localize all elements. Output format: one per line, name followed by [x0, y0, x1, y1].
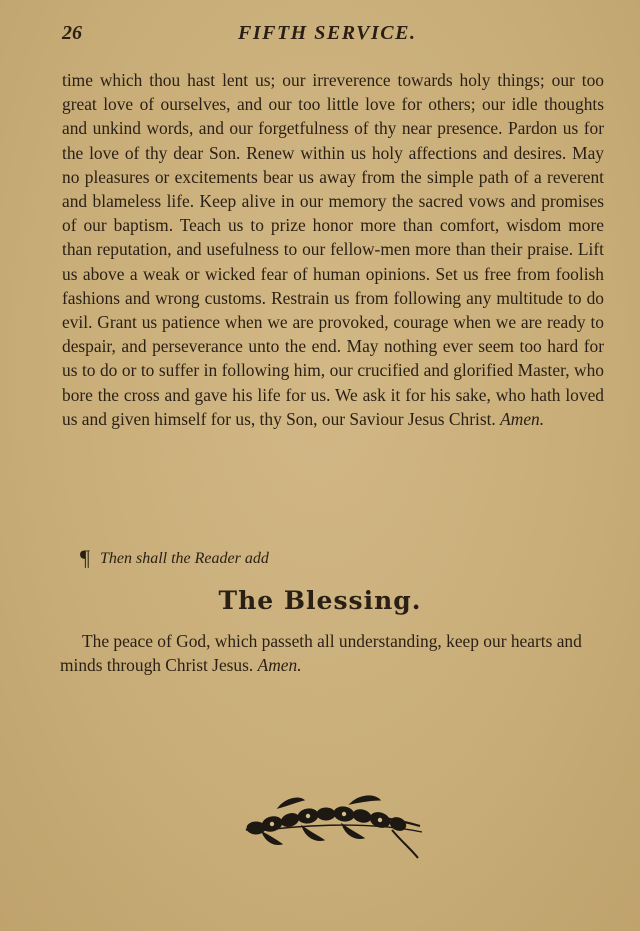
- running-head: FIFTH SERVICE.: [238, 22, 417, 44]
- pilcrow-icon: ¶: [80, 545, 90, 570]
- blessing-amen: Amen.: [257, 655, 302, 676]
- prayer-text: time which thou hast lent us; our irreverence towards holy things; our too great love of ourselves, and our too little love for others; our idle thoughts and unkind words, and our forgetfulness of thy near presence. Pardon us for the love of thy dear Son. Renew within us holy affections and desires. May no pleasures or excitements bear us away from the simple path of a reverent and blameless life. Keep alive in our memory the sacred vows and promises of our baptism. Teach us to prize honor more than comfort, wisdom more than reputation, and usefulness to our fellow-men more than their praise. Lift us above a weak or wicked fear of human opinions. Set us free from foolish fashions and wrong customs. Restrain us from following any multitude to do evil. Grant us patience when we are provoked, courage when we are ready to despair, and perseverance unto the end. May nothing ever seem too hard for us to do or to suffer in following him, our crucified and glorified Master, who bore the cross and gave his life for us. We ask it for his sake, who hath loved us and given himself for us, thy Son, our Saviour Jesus Christ.: [62, 70, 604, 429]
- blessing-text: The peace of God, which passeth all understanding, keep our hearts and minds through Christ Jesus.: [60, 631, 582, 676]
- blessing-paragraph: [60, 629, 610, 678]
- prayer-paragraph: [62, 68, 604, 431]
- section-title: The Blessing.: [218, 586, 422, 615]
- rubric-instruction: [80, 545, 269, 571]
- floral-spray-ornament-icon: [242, 786, 428, 860]
- prayer-amen: Amen.: [500, 408, 545, 429]
- page-header: [62, 22, 604, 48]
- rubric-text: Then shall the Reader add: [99, 550, 269, 567]
- page-number: 26: [62, 22, 82, 44]
